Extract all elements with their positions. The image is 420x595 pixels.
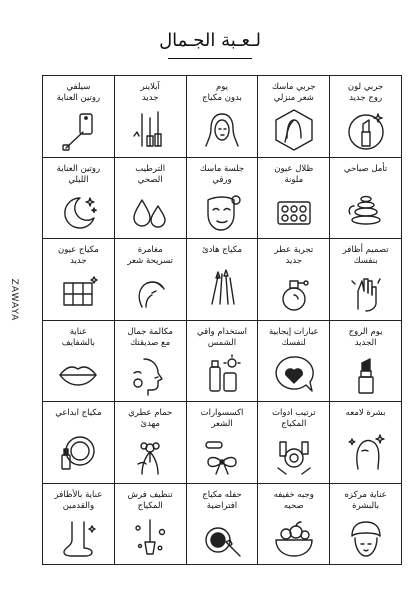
cell-label: تصميم أظافر بنفسك <box>342 245 389 266</box>
bingo-cell[interactable] <box>258 484 330 566</box>
bingo-cell[interactable] <box>258 402 330 484</box>
woman-face-icon <box>200 108 244 152</box>
cell-label: عبارات إيجابية لنفسك <box>268 326 319 348</box>
cell-label: جربي ماسك شعر منزلي <box>272 82 316 103</box>
perfume-bottle-icon <box>272 271 316 315</box>
cell-label: تجربة عطر جديد <box>274 245 314 266</box>
water-drops-icon <box>128 190 172 234</box>
compact-powder-icon <box>56 429 100 473</box>
cell-label: بشرة لامعه <box>345 408 386 418</box>
eye-palette-icon <box>56 271 100 315</box>
cell-label: تأمل صباحي <box>343 163 388 174</box>
bingo-cell[interactable] <box>43 76 115 158</box>
bingo-cell[interactable] <box>187 402 259 484</box>
cell-label: عناية بالأظافر والقدمين <box>54 489 103 511</box>
cell-label: جلسة ماسك ورقي <box>199 163 245 185</box>
hairstyle-icon <box>128 271 172 315</box>
bingo-cell[interactable] <box>43 484 115 566</box>
cell-label: الترطيب الصحي <box>135 163 166 185</box>
bingo-cell[interactable] <box>330 239 402 321</box>
cell-label: مغامرة تسريحة شعر <box>127 245 174 266</box>
bingo-cell[interactable] <box>187 239 259 321</box>
bingo-cell[interactable] <box>330 76 402 158</box>
cell-label: آيلاينر جديد <box>140 82 160 103</box>
fruit-bowl-icon <box>272 516 316 560</box>
cell-label: مكالمة جمال مع صديقتك <box>127 326 173 348</box>
makeup-tools-icon <box>272 434 316 478</box>
bingo-cell[interactable] <box>330 484 402 566</box>
cell-label: حمام عطري مهدئ <box>128 408 173 429</box>
bingo-cell[interactable] <box>115 239 187 321</box>
cell-label: ظلال عيون ملونة <box>274 163 314 185</box>
cell-label: حفله مكياج افتراضية <box>202 489 242 511</box>
glowing-skin-icon <box>344 429 388 473</box>
hair-mask-icon <box>272 108 316 152</box>
cell-label: وجبه خفيفه صحيه <box>273 489 314 511</box>
bingo-cell[interactable] <box>187 484 259 566</box>
bingo-cell[interactable] <box>115 76 187 158</box>
hair-bow-clip-icon <box>200 434 244 478</box>
moon-stars-icon <box>56 190 100 234</box>
page-title: لـعـبة الجـمال <box>159 30 261 51</box>
cell-label: استخدام واقي الشمس <box>197 326 247 348</box>
zen-stones-icon <box>344 184 388 228</box>
cell-label: تنظيف فرش المكياج <box>127 489 173 511</box>
cell-label: روتين العناية الليلي <box>56 163 101 185</box>
sheet-mask-icon <box>200 190 244 234</box>
flower-woman-icon <box>128 434 172 478</box>
bingo-grid <box>42 75 402 565</box>
cell-label: مكياج هادئ <box>201 245 243 255</box>
title-underline <box>168 58 252 59</box>
makeup-brushes-icon <box>200 266 244 310</box>
face-profile-icon <box>128 353 172 397</box>
nail-hand-icon <box>344 271 388 315</box>
towel-face-icon <box>344 516 388 560</box>
bingo-cell[interactable] <box>258 239 330 321</box>
bingo-cell[interactable] <box>258 321 330 403</box>
bingo-cell[interactable] <box>187 158 259 240</box>
powder-brush-icon <box>200 516 244 560</box>
bingo-cell[interactable] <box>330 321 402 403</box>
cell-label: يوم بدون مكياج <box>202 82 242 103</box>
cell-label: سيلفي روتين العناية <box>56 82 101 103</box>
cell-label: ترتيب ادوات المكياج <box>271 408 316 429</box>
bingo-cell[interactable] <box>43 158 115 240</box>
foot-icon <box>56 516 100 560</box>
bingo-cell[interactable] <box>115 321 187 403</box>
heart-bubble-icon <box>272 353 316 397</box>
brand-wordmark: ZAWAYA <box>9 278 19 322</box>
cell-label: جربي لون روج جديد <box>347 82 384 103</box>
cell-label: يوم الروج الجديد <box>348 326 383 348</box>
bingo-cell[interactable] <box>43 321 115 403</box>
cell-label: مكياج عيون جديد <box>57 245 99 266</box>
bingo-cell[interactable] <box>43 239 115 321</box>
bingo-cell[interactable] <box>258 76 330 158</box>
bingo-cell[interactable] <box>187 321 259 403</box>
eyeliner-icon <box>128 108 172 152</box>
bingo-cell[interactable] <box>330 158 402 240</box>
cell-label: عناية بالشفايف <box>61 326 95 348</box>
cell-label: مكياج ابداعي <box>55 408 102 418</box>
bingo-cell[interactable] <box>43 402 115 484</box>
bingo-cell[interactable] <box>187 76 259 158</box>
bingo-cell[interactable] <box>115 402 187 484</box>
bingo-cell[interactable] <box>115 158 187 240</box>
bingo-cell[interactable] <box>115 484 187 566</box>
lipstick-sparkle-icon <box>344 108 388 152</box>
eyeshadow-palette-icon <box>272 190 316 234</box>
lipstick-icon <box>344 353 388 397</box>
cell-label: اكسسوارات الشعر <box>200 408 244 429</box>
brush-cleaning-icon <box>128 516 172 560</box>
cell-label: عناية مركزه بالبشرة <box>344 489 387 511</box>
sunscreen-icon <box>200 353 244 397</box>
selfie-stick-icon <box>56 108 100 152</box>
lips-icon <box>56 353 100 397</box>
bingo-cell[interactable] <box>258 158 330 240</box>
bingo-cell[interactable] <box>330 402 402 484</box>
